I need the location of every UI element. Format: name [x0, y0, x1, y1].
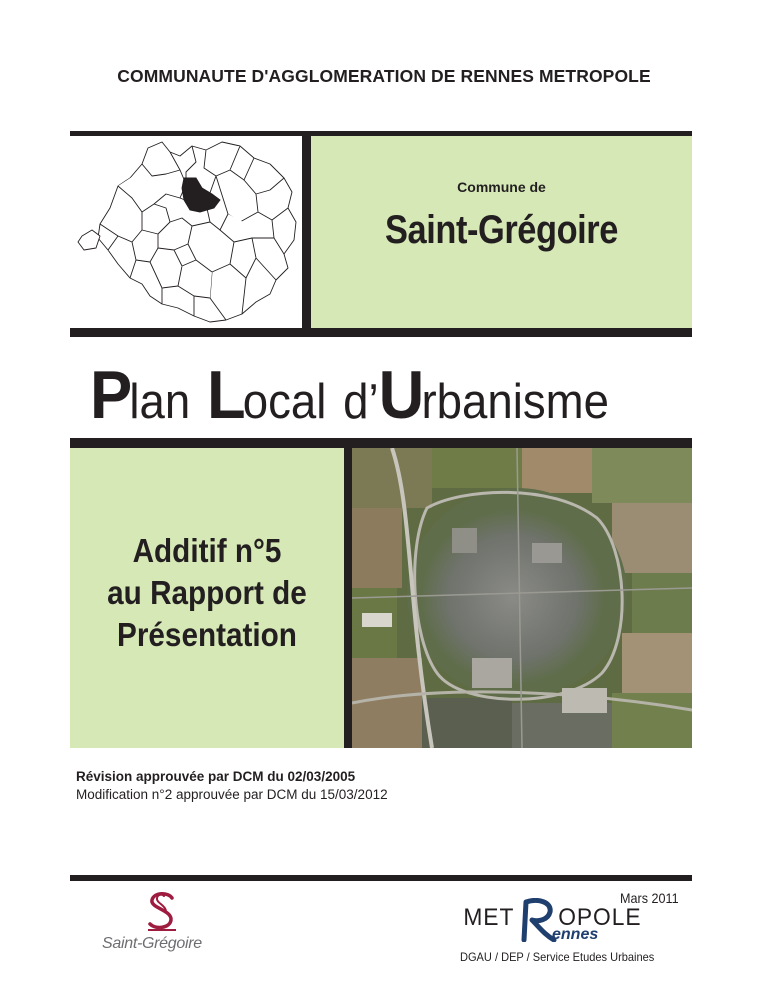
urbanisme-rest: rbanisme: [421, 375, 609, 429]
footer-rule: [70, 875, 692, 881]
organization-title: COMMUNAUTE D'AGGLOMERATION DE RENNES METROPOLE: [117, 66, 651, 86]
document-date: Mars 2011: [620, 890, 679, 906]
document-title: [84, 530, 331, 656]
revision-line-2: Modification n°2 approuvée par DCM du 15/03/2012: [76, 787, 388, 802]
commune-location-map: [70, 138, 302, 328]
document-type-title: [90, 356, 609, 434]
document-title-line1: Additif n°5: [132, 532, 282, 569]
document-title-line3: Présentation: [117, 616, 297, 653]
rule-above-body: [70, 438, 692, 448]
aerial-photo: [352, 448, 692, 748]
saint-gregoire-logo-icon: [138, 890, 186, 934]
document-title-line2: au Rapport de: [107, 574, 307, 611]
plan-rest: lan: [129, 375, 191, 429]
local-initial: L: [206, 357, 243, 433]
rule-below-commune: [70, 328, 692, 337]
local-rest: ocal: [242, 375, 327, 429]
vertical-divider-bottom: [344, 448, 352, 748]
vertical-divider-top: [302, 136, 311, 330]
metropole-logo-left: MET: [463, 904, 515, 931]
saint-gregoire-logo-text: Saint-Grégoire: [102, 935, 202, 952]
metropole-logo-right: OPOLE: [558, 904, 642, 931]
revision-line-1: Révision approuvée par DCM du 02/03/2005: [76, 769, 356, 784]
plan-initial: P: [90, 357, 130, 433]
metropole-rennes-logo-icon: [462, 900, 662, 946]
commune-prefix: Commune de: [457, 179, 546, 195]
metropole-logo-sub: ennes: [552, 926, 599, 943]
urbanisme-initial: U: [378, 357, 422, 433]
service-name: DGAU / DEP / Service Etudes Urbaines: [460, 950, 655, 964]
urbanisme-prefix: d’: [343, 375, 379, 429]
commune-name: Saint-Grégoire: [385, 208, 618, 252]
